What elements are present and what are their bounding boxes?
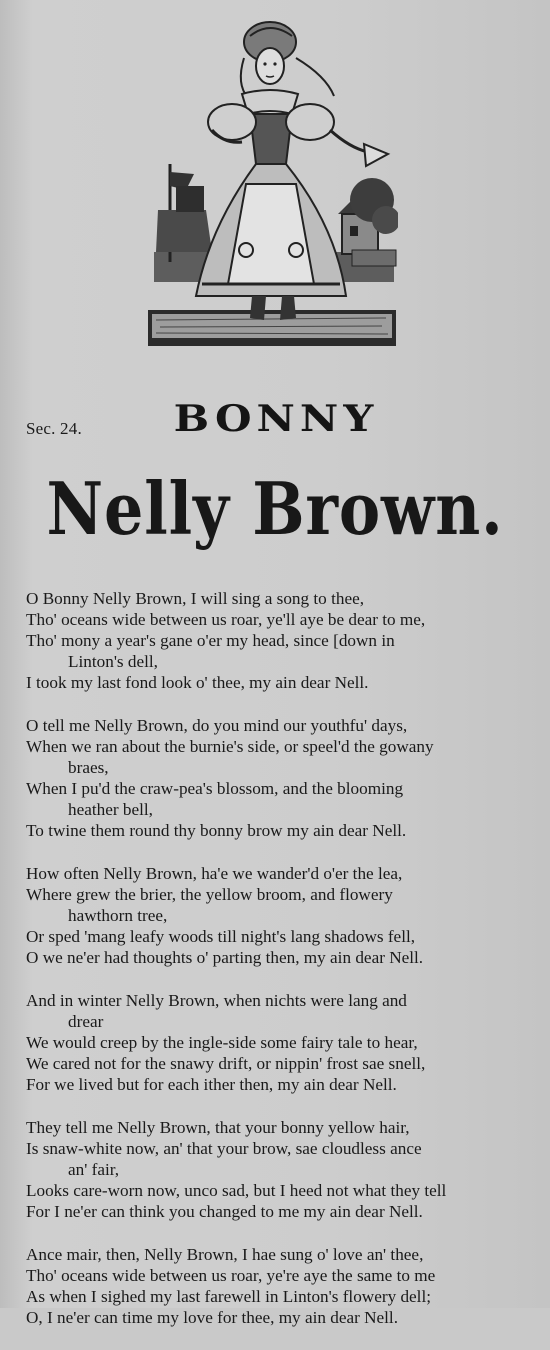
verse-line: an' fair,: [68, 1160, 120, 1179]
verse-line: Is snaw-white now, an' that your brow, sae cloudless ance: [26, 1139, 422, 1158]
verse-line: For we lived but for each ither then, my ain dear Nell.: [26, 1075, 397, 1094]
verse-line: O we ne'er had thoughts o' parting then, my ain dear Nell.: [26, 948, 424, 967]
verse-line: When we ran about the burnie's side, or speel'd the gowany: [26, 737, 434, 756]
stanza-2: [26, 715, 538, 841]
stanza-5: [26, 1117, 538, 1222]
verse-line: As when I sighed my last farewell in Linton's flowery dell;: [26, 1287, 432, 1306]
verse-line: Or sped 'mang leafy woods till night's lang shadows fell,: [26, 927, 416, 946]
stanza-3: [26, 863, 538, 968]
title-nelly-brown: Nelly Brown.: [46, 466, 504, 551]
song-verses: [26, 588, 538, 1350]
verse-line: Tho' oceans wide between us roar, ye're aye the same to me: [26, 1266, 436, 1285]
verse-line: Tho' mony a year's gane o'er my head, since [down in: [26, 631, 395, 650]
verse-line: And in winter Nelly Brown, when nichts were lang and: [26, 991, 407, 1010]
verse-line: They tell me Nelly Brown, that your bonny yellow hair,: [26, 1118, 410, 1137]
stanza-6: [26, 1244, 538, 1328]
verse-line: Looks care-worn now, unco sad, but I heed not what they tell: [26, 1181, 447, 1200]
woodcut-girl-in-bonnet: [146, 14, 398, 348]
verse-line: Tho' oceans wide between us roar, ye'll aye be dear to me,: [26, 610, 426, 629]
verse-line: We cared not for the snawy drift, or nippin' frost sae snell,: [26, 1054, 426, 1073]
section-label: Sec. 24.: [26, 419, 82, 438]
verse-line: Where grew the brier, the yellow broom, and flowery: [26, 885, 393, 904]
verse-line: Ance mair, then, Nelly Brown, I hae sung o' love an' thee,: [26, 1245, 424, 1264]
stanza-4: [26, 990, 538, 1095]
verse-line: To twine them round thy bonny brow my ain dear Nell.: [26, 821, 407, 840]
verse-line: We would creep by the ingle-side some fairy tale to hear,: [26, 1033, 418, 1052]
verse-line: drear: [68, 1012, 104, 1031]
verse-line: For I ne'er can think you changed to me my ain dear Nell.: [26, 1202, 423, 1221]
verse-line: O tell me Nelly Brown, do you mind our youthfu' days,: [26, 716, 408, 735]
verse-line: Linton's dell,: [68, 652, 158, 671]
verse-line: How often Nelly Brown, ha'e we wander'd o'er the lea,: [26, 864, 403, 883]
title-bonny: BONNY: [173, 397, 379, 440]
verse-line: heather bell,: [68, 800, 153, 819]
verse-line: O, I ne'er can time my love for thee, my ain dear Nell.: [26, 1308, 399, 1327]
stanza-1: [26, 588, 538, 693]
verse-line: I took my last fond look o' thee, my ain dear Nell.: [26, 673, 369, 692]
verse-line: O Bonny Nelly Brown, I will sing a song to thee,: [26, 589, 364, 608]
verse-line: When I pu'd the craw-pea's blossom, and the blooming: [26, 779, 404, 798]
verse-line: braes,: [68, 758, 109, 777]
verse-line: hawthorn tree,: [68, 906, 168, 925]
